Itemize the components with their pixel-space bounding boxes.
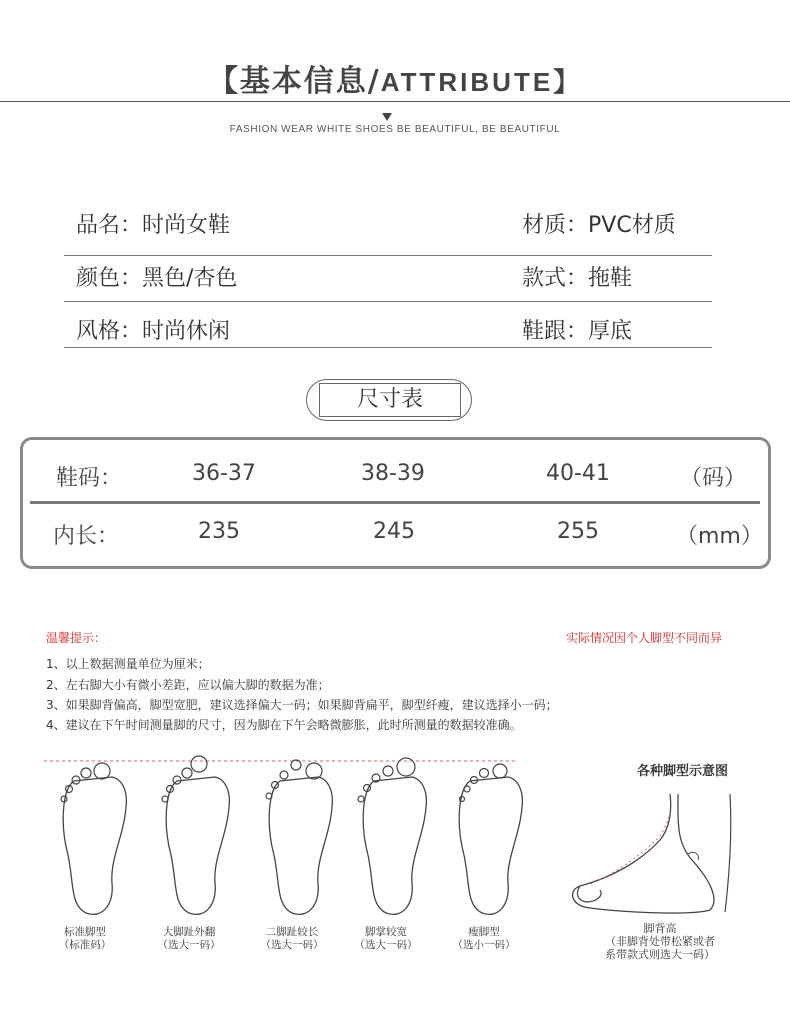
title-en: ATTRIBUTE】 [380, 67, 583, 97]
page-title [0, 56, 790, 100]
high-instep-illustration [560, 790, 740, 920]
header-divider [0, 101, 790, 102]
triangle-down-icon [382, 113, 392, 121]
size-unit: （mm） [676, 524, 763, 549]
attr-value: 时尚休闲 [142, 319, 231, 344]
foot-type-advice: （选大一码） [354, 939, 418, 951]
foot-type-name: 标准脚型 [64, 926, 106, 938]
size-unit: （码） [680, 466, 747, 491]
attr-divider [64, 255, 712, 256]
tip-item: 2、左右脚大小有微小差距，应以偏大脚的数据为准； [46, 678, 330, 692]
tips-heading: 温馨提示： [46, 631, 107, 645]
instep-height-line [590, 814, 670, 884]
size-chart-title: 尺寸表 [319, 383, 461, 417]
attr-value: 时尚女鞋 [142, 213, 231, 238]
foot-slim-icon [459, 764, 522, 914]
attr-name [76, 208, 230, 239]
side-foot-outline [573, 794, 714, 913]
attr-fashion [76, 314, 230, 345]
attr-divider [64, 347, 712, 348]
size-cell: 255 [557, 519, 599, 544]
attr-divider [64, 301, 712, 302]
attr-label: 风格： [76, 319, 143, 344]
tip-item: 3、如果脚背偏高，脚型宽肥，建议选择偏大一码；如果脚背扁平，脚型纤瘦，建议选择小一码； [46, 698, 558, 712]
foot-type-advice: （选小一码） [452, 939, 516, 951]
title-cn: 【基本信息/ [207, 64, 381, 99]
size-row-label: 鞋码： [56, 466, 123, 491]
attr-value: 黑色/杏色 [142, 266, 238, 291]
attr-label: 颜色： [76, 266, 143, 291]
attr-label: 材质： [522, 213, 589, 238]
tip-item: 1、以上数据测量单位为厘米； [46, 657, 210, 671]
foot-type-label [149, 926, 229, 952]
attr-color [76, 261, 237, 292]
toenail-outline [578, 886, 602, 902]
foot-type-name: 脚掌较宽 [365, 926, 407, 938]
size-cell: 245 [373, 519, 415, 544]
size-row-label: 内长： [53, 524, 120, 549]
tips-note: 实际情况因个人脚型不同而异 [566, 631, 723, 645]
foot-type-advice: （选大一码） [260, 939, 324, 951]
foot-wide-icon [358, 758, 426, 914]
size-cell: 36-37 [192, 461, 256, 486]
attr-material [522, 208, 676, 239]
attr-style [522, 261, 632, 292]
diagram-caption-line: 脚背高 [643, 922, 677, 935]
attr-value: 厚底 [588, 319, 633, 344]
attr-label: 鞋跟： [522, 319, 589, 344]
diagram-caption-line: 系带款式则选大一码） [605, 948, 715, 961]
foot-standard-icon [61, 763, 126, 914]
attr-heel [522, 314, 632, 345]
foot-type-label [252, 926, 332, 952]
size-cell: 40-41 [546, 461, 610, 486]
diagram-caption [595, 922, 725, 961]
header-subtitle: FASHION WEAR WHITE SHOES BE BEAUTIFUL, BE BEAUTIFUL [229, 124, 561, 135]
size-cell: 235 [198, 519, 240, 544]
foot-type-label [444, 926, 524, 952]
tip-item: 4、建议在下午时间测量脚的尺寸，因为脚在下午会略微膨胀，此时所测量的数据较准确。 [46, 718, 522, 732]
attr-value: 拖鞋 [588, 266, 633, 291]
size-cell: 38-39 [361, 461, 425, 486]
foot-type-name: 大脚趾外翻 [162, 926, 216, 938]
attr-label: 品名： [76, 213, 143, 238]
heel-outline [725, 794, 731, 912]
foot-type-name: 二脚趾较长 [265, 926, 319, 938]
size-table-divider [30, 501, 760, 504]
diagram-title: 各种脚型示意图 [637, 764, 729, 779]
foot-long-second-toe-icon [266, 760, 332, 914]
foot-type-advice: （标准码） [58, 939, 112, 951]
attr-label: 款式： [522, 266, 589, 291]
foot-type-label [48, 926, 122, 952]
foot-type-name: 瘦脚型 [468, 926, 500, 938]
foot-bunion-icon [162, 756, 229, 914]
diagram-caption-line: （非脚背处带松紧或者 [605, 935, 715, 948]
attr-value: PVC材质 [588, 213, 676, 238]
foot-types-illustration [40, 755, 530, 925]
foot-type-advice: （选大一码） [157, 939, 221, 951]
foot-type-label [346, 926, 426, 952]
